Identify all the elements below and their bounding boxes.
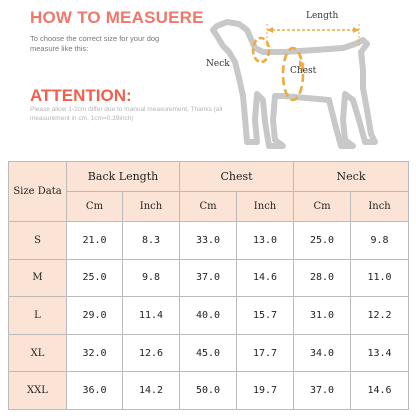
table-cell: 25.0 [67, 259, 123, 297]
measure-guide [0, 0, 416, 160]
back-length-header: Back Length [67, 162, 180, 192]
table-cell: 13.0 [237, 222, 294, 260]
table-group-header-row [9, 162, 409, 192]
table-cell: 21.0 [67, 222, 123, 260]
table-cell: 12.6 [123, 334, 180, 372]
dog-measurement-diagram [195, 0, 416, 160]
size-chart [8, 161, 408, 410]
table-cell: 33.0 [180, 222, 237, 260]
unit-header: Cm [180, 192, 237, 222]
attention-note: Please allow 1-2cm differ due to manual measurement, Thanks (all measurement in cm, 1cm=0.39inch) [30, 106, 223, 122]
size-table [8, 161, 409, 410]
table-cell: 45.0 [180, 334, 237, 372]
table-cell: 31.0 [294, 297, 351, 335]
unit-header: Cm [294, 192, 351, 222]
table-row [9, 297, 409, 335]
chest-header: Chest [180, 162, 294, 192]
table-cell: 50.0 [180, 372, 237, 410]
table-cell: 11.4 [123, 297, 180, 335]
table-cell: 28.0 [294, 259, 351, 297]
size-label: M [9, 259, 67, 297]
size-label: XL [9, 334, 67, 372]
table-cell: 37.0 [180, 259, 237, 297]
table-row [9, 334, 409, 372]
unit-header: Inch [351, 192, 409, 222]
table-cell: 14.2 [123, 372, 180, 410]
table-cell: 19.7 [237, 372, 294, 410]
length-arrow-left-head [267, 27, 273, 33]
table-row [9, 222, 409, 260]
table-cell: 25.0 [294, 222, 351, 260]
unit-header: Inch [123, 192, 180, 222]
dog-silhouette [213, 22, 375, 146]
table-cell: 29.0 [67, 297, 123, 335]
length-label: Length [306, 11, 339, 21]
table-cell: 11.0 [351, 259, 409, 297]
unit-header: Cm [67, 192, 123, 222]
table-cell: 9.8 [123, 259, 180, 297]
chest-label: Chest [290, 66, 317, 76]
unit-header: Inch [237, 192, 294, 222]
size-label: XXL [9, 372, 67, 410]
size-label: L [9, 297, 67, 335]
table-cell: 37.0 [294, 372, 351, 410]
table-cell: 14.6 [237, 259, 294, 297]
size-data-header: Size Data [9, 162, 67, 222]
table-cell: 9.8 [351, 222, 409, 260]
table-cell: 36.0 [67, 372, 123, 410]
table-cell: 17.7 [237, 334, 294, 372]
page-title: HOW TO MEASUERE [30, 8, 204, 27]
table-cell: 40.0 [180, 297, 237, 335]
attention-heading: ATTENTION: [30, 86, 132, 105]
table-cell: 34.0 [294, 334, 351, 372]
neck-header: Neck [294, 162, 409, 192]
table-cell: 8.3 [123, 222, 180, 260]
neck-label: Neck [206, 59, 230, 69]
size-label: S [9, 222, 67, 260]
intro-text: To choose the correct size for your dog measure like this: [30, 34, 160, 53]
table-cell: 13.4 [351, 334, 409, 372]
length-arrow-right-head [353, 27, 359, 33]
table-cell: 12.2 [351, 297, 409, 335]
table-row [9, 372, 409, 410]
table-row [9, 259, 409, 297]
table-cell: 14.6 [351, 372, 409, 410]
table-cell: 15.7 [237, 297, 294, 335]
table-unit-header-row [9, 192, 409, 222]
table-cell: 32.0 [67, 334, 123, 372]
